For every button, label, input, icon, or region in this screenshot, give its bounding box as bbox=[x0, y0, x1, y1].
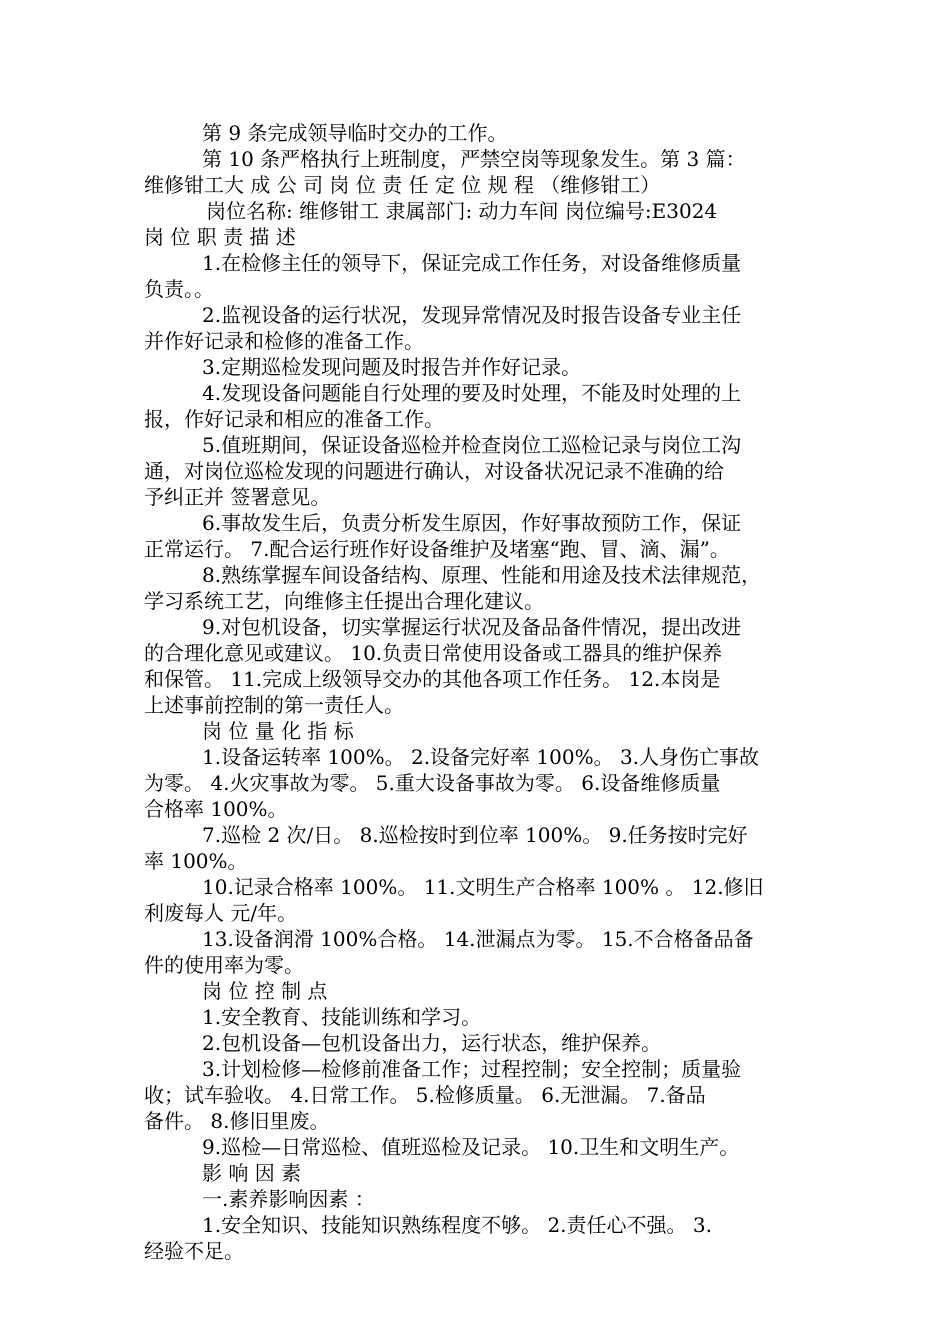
text-line: 岗位名称: 维修钳工 隶属部门: 动力车间 岗位编号:E3024 bbox=[206, 199, 718, 223]
text-line: 7.巡检 2 次/日。 8.巡检按时到位率 100%。 9.任务按时完好 bbox=[202, 823, 748, 847]
text-line: 第 10 条严格执行上班制度，严禁空岗等现象发生。第 3 篇： bbox=[202, 147, 746, 171]
text-line: 件的使用率为零。 bbox=[144, 953, 304, 977]
text-line: 正常运行。 7.配合运行班作好设备维护及堵塞“跑、冒、滴、漏”。 bbox=[144, 537, 730, 561]
text-line: 学习系统工艺，向维修主任提出合理化建议。 bbox=[144, 589, 544, 613]
text-line: 和保管。 11.完成上级领导交办的其他各项工作任务。 12.本岗是 bbox=[144, 667, 721, 691]
text-line: 维修钳工大 成 公 司 岗 位 责 任 定 位 规 程 （维修钳工） bbox=[144, 173, 661, 197]
text-line: 2.监视设备的运行状况，发现异常情况及时报告设备专业主任 bbox=[202, 303, 742, 327]
text-line: 10.记录合格率 100%。 11.文明生产合格率 100% 。 12.修旧 bbox=[202, 875, 764, 899]
text-line: 9.对包机设备，切实掌握运行状况及备品备件情况，提出改进 bbox=[202, 615, 742, 639]
text-line: 为零。 4.火灾事故为零。 5.重大设备事故为零。 6.设备维修质量 bbox=[144, 771, 721, 795]
text-line: 备件。 8.修旧里废。 bbox=[144, 1109, 330, 1133]
text-line: 1.在检修主任的领导下，保证完成工作任务，对设备维修质量 bbox=[202, 251, 742, 275]
text-line: 1.安全教育、技能训练和学习。 bbox=[202, 1005, 482, 1029]
text-line: 一.素养影响因素 ： bbox=[202, 1187, 375, 1211]
text-line: 6.事故发生后，负责分析发生原因，作好事故预防工作，保证 bbox=[202, 511, 742, 535]
section-heading: 岗 位 控 制 点 bbox=[202, 979, 328, 1003]
text-line: 合格率 100%。 bbox=[144, 797, 288, 821]
text-line: 的合理化意见或建议。 10.负责日常使用设备或工器具的维护保养 bbox=[144, 641, 723, 665]
text-line: 通，对岗位巡检发现的问题进行确认，对设备状况记录不准确的给 bbox=[144, 459, 724, 483]
text-line: 并作好记录和检修的准备工作。 bbox=[144, 329, 424, 353]
text-line: 9.巡检—日常巡检、值班巡检及记录。 10.卫生和文明生产。 bbox=[202, 1135, 740, 1159]
document-body bbox=[144, 120, 816, 1264]
text-line: 3.计划检修—检修前准备工作；过程控制；安全控制；质量验 bbox=[202, 1057, 742, 1081]
text-line: 5.值班期间，保证设备巡检并检查岗位工巡检记录与岗位工沟 bbox=[202, 433, 742, 457]
text-line: 报，作好记录和相应的准备工作。 bbox=[144, 407, 444, 431]
text-line: 8.熟练掌握车间设备结构、原理、性能和用途及技术法律规范， bbox=[202, 563, 762, 587]
text-line: 率 100%。 bbox=[144, 849, 248, 873]
text-line: 1.设备运转率 100%。 2.设备完好率 100%。 3.人身伤亡事故 bbox=[202, 745, 760, 769]
section-heading: 岗 位 量 化 指 标 bbox=[202, 719, 354, 743]
text-line: 负责。。 bbox=[144, 277, 214, 301]
section-heading: 影 响 因 素 bbox=[202, 1161, 302, 1185]
text-line: 收；试车验收。 4.日常工作。 5.检修质量。 6.无泄漏。 7.备品 bbox=[144, 1083, 706, 1107]
text-line: 3.定期巡检发现问题及时报告并作好记录。 bbox=[202, 355, 582, 379]
text-line: 2.包机设备—包机设备出力，运行状态，维护保养。 bbox=[202, 1031, 662, 1055]
text-line: 上述事前控制的第一责任人。 bbox=[144, 693, 404, 717]
text-line: 利废每人 元/年。 bbox=[144, 901, 298, 925]
text-line: 予纠正并 签署意见。 bbox=[144, 485, 331, 509]
text-line: 13.设备润滑 100%合格。 14.泄漏点为零。 15.不合格备品备 bbox=[202, 927, 754, 951]
text-line: 4.发现设备问题能自行处理的要及时处理，不能及时处理的上 bbox=[202, 381, 742, 405]
text-line: 1.安全知识、技能知识熟练程度不够。 2.责任心不强。 3. bbox=[202, 1213, 712, 1237]
section-heading: 岗 位 职 责 描 述 bbox=[144, 225, 296, 249]
text-line: 第 9 条完成领导临时交办的工作。 bbox=[202, 121, 508, 145]
text-line: 经验不足。 bbox=[144, 1239, 244, 1263]
